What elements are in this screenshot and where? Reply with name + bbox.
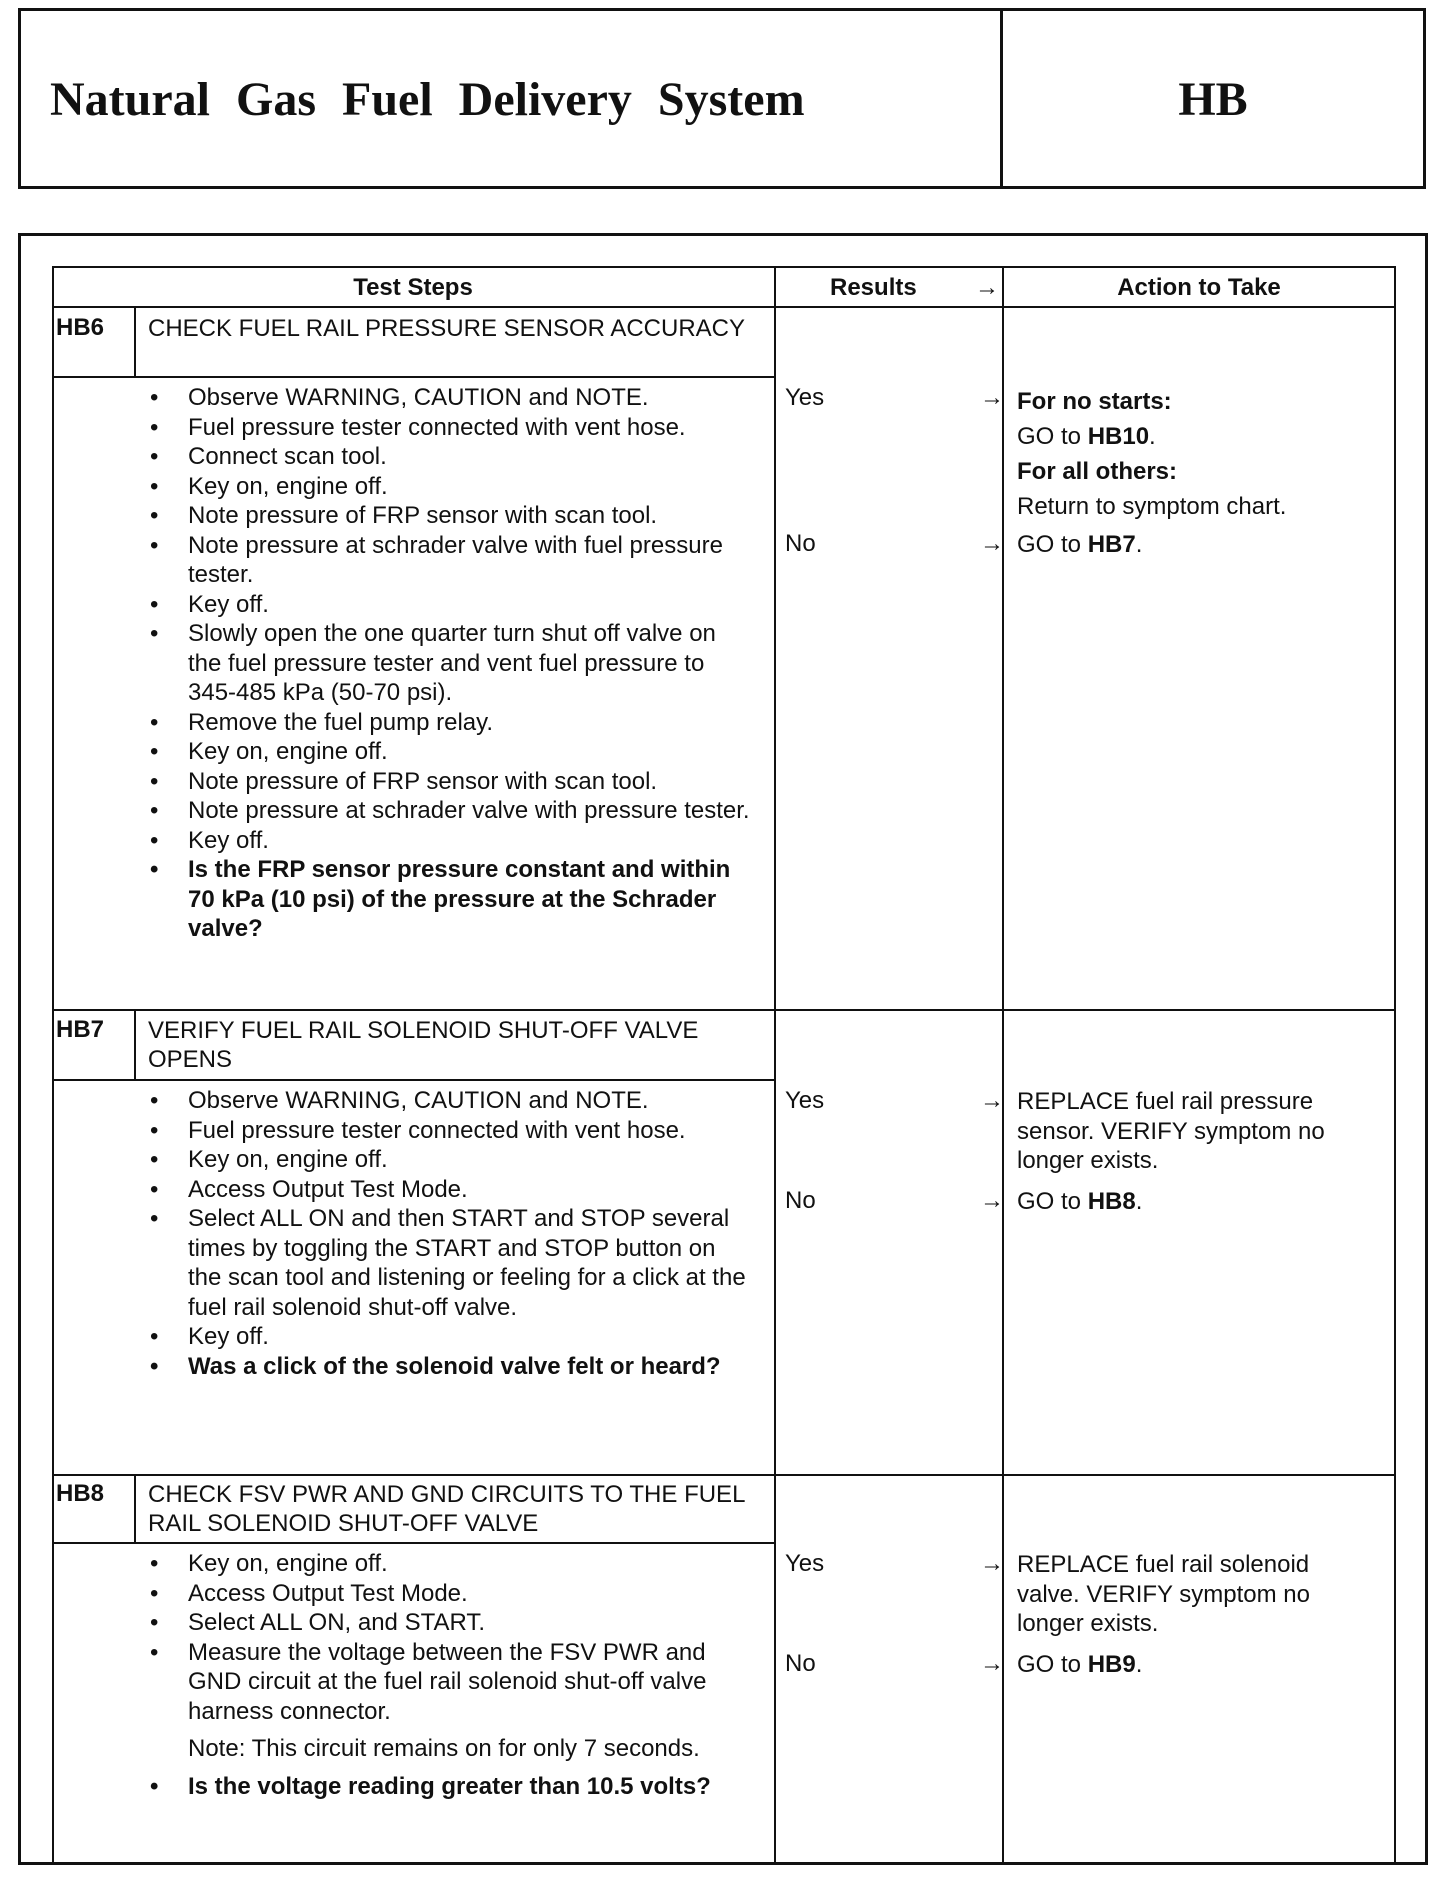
header-action: Action to Take bbox=[1117, 274, 1281, 301]
result-arrow: → bbox=[980, 1087, 1004, 1114]
step-title-separator bbox=[52, 376, 774, 378]
step-bullet: • Note pressure of FRP sensor with scan tool. bbox=[150, 502, 658, 529]
step-question: • Was a click of the solenoid valve felt or heard? bbox=[150, 1352, 721, 1380]
result-arrow: → bbox=[980, 1550, 1004, 1577]
section-code: HB bbox=[1178, 73, 1248, 126]
step-id-divider bbox=[134, 1009, 136, 1081]
table-right-border bbox=[1394, 266, 1396, 1864]
step-bullet: • Measure the voltage between the FSV PWR and GND circuit at the fuel rail solenoid shut-off valve harness connector. bbox=[150, 1638, 707, 1725]
step-bullet: • Remove the fuel pump relay. bbox=[150, 708, 494, 736]
step-bullet: • Access Output Test Mode. bbox=[150, 1175, 468, 1203]
result-arrow: → bbox=[980, 530, 1004, 557]
table-top-border bbox=[52, 266, 1396, 268]
step-bullet: • Select ALL ON and then START and STOP several times by toggling the START and STOP button on the scan tool and listening or feeling for a click at the fuel rail solenoid shut-off valve. bbox=[150, 1205, 746, 1321]
action-column-divider bbox=[1002, 266, 1004, 1864]
action-yes: REPLACE fuel rail pressure sensor. VERIFY symptom no longer exists. bbox=[1017, 1088, 1325, 1174]
step-question: • Is the FRP sensor pressure constant and within 70 kPa (10 psi) of the pressure at the Schrader valve? bbox=[150, 856, 731, 942]
step-bullet: • Key off. bbox=[150, 590, 269, 618]
step-bullet: • Key on, engine off. bbox=[150, 1146, 388, 1173]
result-yes: Yes bbox=[785, 1087, 825, 1114]
action-no: GO to HB8. bbox=[1017, 1188, 1143, 1215]
header-test-steps: Test Steps bbox=[353, 274, 473, 301]
step-bullet: • Slowly open the one quarter turn shut off valve on the fuel pressure tester and vent fuel pressure to 345-485 kPa (50-70 psi). bbox=[150, 620, 716, 706]
step-bullet: • Connect scan tool. bbox=[150, 443, 387, 470]
step-bullets bbox=[150, 1549, 750, 1801]
step-bullet: • Note pressure at schrader valve with fuel pressure tester. bbox=[150, 531, 723, 588]
step-question: • Is the voltage reading greater than 10.5 volts? bbox=[150, 1772, 711, 1800]
step-title: VERIFY FUEL RAIL SOLENOID SHUT-OFF VALVE OPENS bbox=[148, 1017, 699, 1073]
step-id: HB6 bbox=[56, 314, 105, 341]
step-separator bbox=[52, 1474, 1396, 1476]
step-title-separator bbox=[52, 1079, 774, 1081]
step-title-separator bbox=[52, 1542, 774, 1544]
action-no: GO to HB9. bbox=[1017, 1651, 1143, 1678]
step-bullet: • Observe WARNING, CAUTION and NOTE. bbox=[150, 384, 649, 411]
step-bullet: • Fuel pressure tester connected with vent hose. bbox=[150, 1116, 686, 1144]
step-bullet: • Key on, engine off. bbox=[150, 472, 388, 500]
step-bullet: • Note pressure at schrader valve with pressure tester. bbox=[150, 797, 750, 824]
step-id: HB7 bbox=[56, 1016, 105, 1043]
step-bullet: • Access Output Test Mode. bbox=[150, 1579, 468, 1607]
step-bullet: • Key off. bbox=[150, 1323, 269, 1350]
step-bullet: • Observe WARNING, CAUTION and NOTE. bbox=[150, 1087, 649, 1114]
result-arrow: → bbox=[980, 384, 1004, 411]
step-separator bbox=[52, 1009, 1396, 1011]
step-bullet: • Key on, engine off. bbox=[150, 1550, 388, 1577]
step-id-divider bbox=[134, 306, 136, 378]
result-yes: Yes bbox=[785, 384, 825, 411]
header-results-arrow: → bbox=[975, 274, 999, 301]
result-yes: Yes bbox=[785, 1550, 825, 1577]
result-no: No bbox=[785, 1187, 816, 1214]
result-arrow: → bbox=[980, 1650, 1004, 1677]
step-bullets bbox=[150, 383, 750, 944]
step-bullet: • Key on, engine off. bbox=[150, 738, 388, 765]
step-title: CHECK FSV PWR AND GND CIRCUITS TO THE FUEL RAIL SOLENOID SHUT-OFF VALVE bbox=[148, 1481, 745, 1537]
action-yes: REPLACE fuel rail solenoid valve. VERIFY symptom no longer exists. bbox=[1017, 1551, 1310, 1637]
result-arrow: → bbox=[980, 1187, 1004, 1214]
result-no: No bbox=[785, 530, 816, 557]
step-id-divider bbox=[134, 1474, 136, 1544]
step-bullet: • Select ALL ON, and START. bbox=[150, 1609, 486, 1636]
header-bottom-border bbox=[52, 306, 1396, 308]
step-bullets bbox=[150, 1086, 750, 1381]
action-yes: For no starts: GO to HB10. For all others: Return to symptom chart. bbox=[1017, 388, 1287, 520]
table-left-border bbox=[52, 266, 54, 1864]
results-column-divider bbox=[774, 266, 776, 1864]
action-no: GO to HB7. bbox=[1017, 531, 1143, 558]
page-title: Natural Gas Fuel Delivery System bbox=[50, 73, 805, 126]
table-bottom-border bbox=[52, 1862, 1396, 1864]
step-id: HB8 bbox=[56, 1480, 105, 1507]
result-no: No bbox=[785, 1650, 816, 1677]
step-bullet: • Note pressure of FRP sensor with scan tool. bbox=[150, 767, 658, 795]
step-title: CHECK FUEL RAIL PRESSURE SENSOR ACCURACY bbox=[148, 315, 746, 342]
step-bullet: • Key off. bbox=[150, 826, 269, 854]
header-results: Results bbox=[830, 274, 917, 301]
step-note: Note: This circuit remains on for only 7 seconds. bbox=[188, 1735, 700, 1762]
step-bullet: • Fuel pressure tester connected with vent hose. bbox=[150, 413, 686, 441]
